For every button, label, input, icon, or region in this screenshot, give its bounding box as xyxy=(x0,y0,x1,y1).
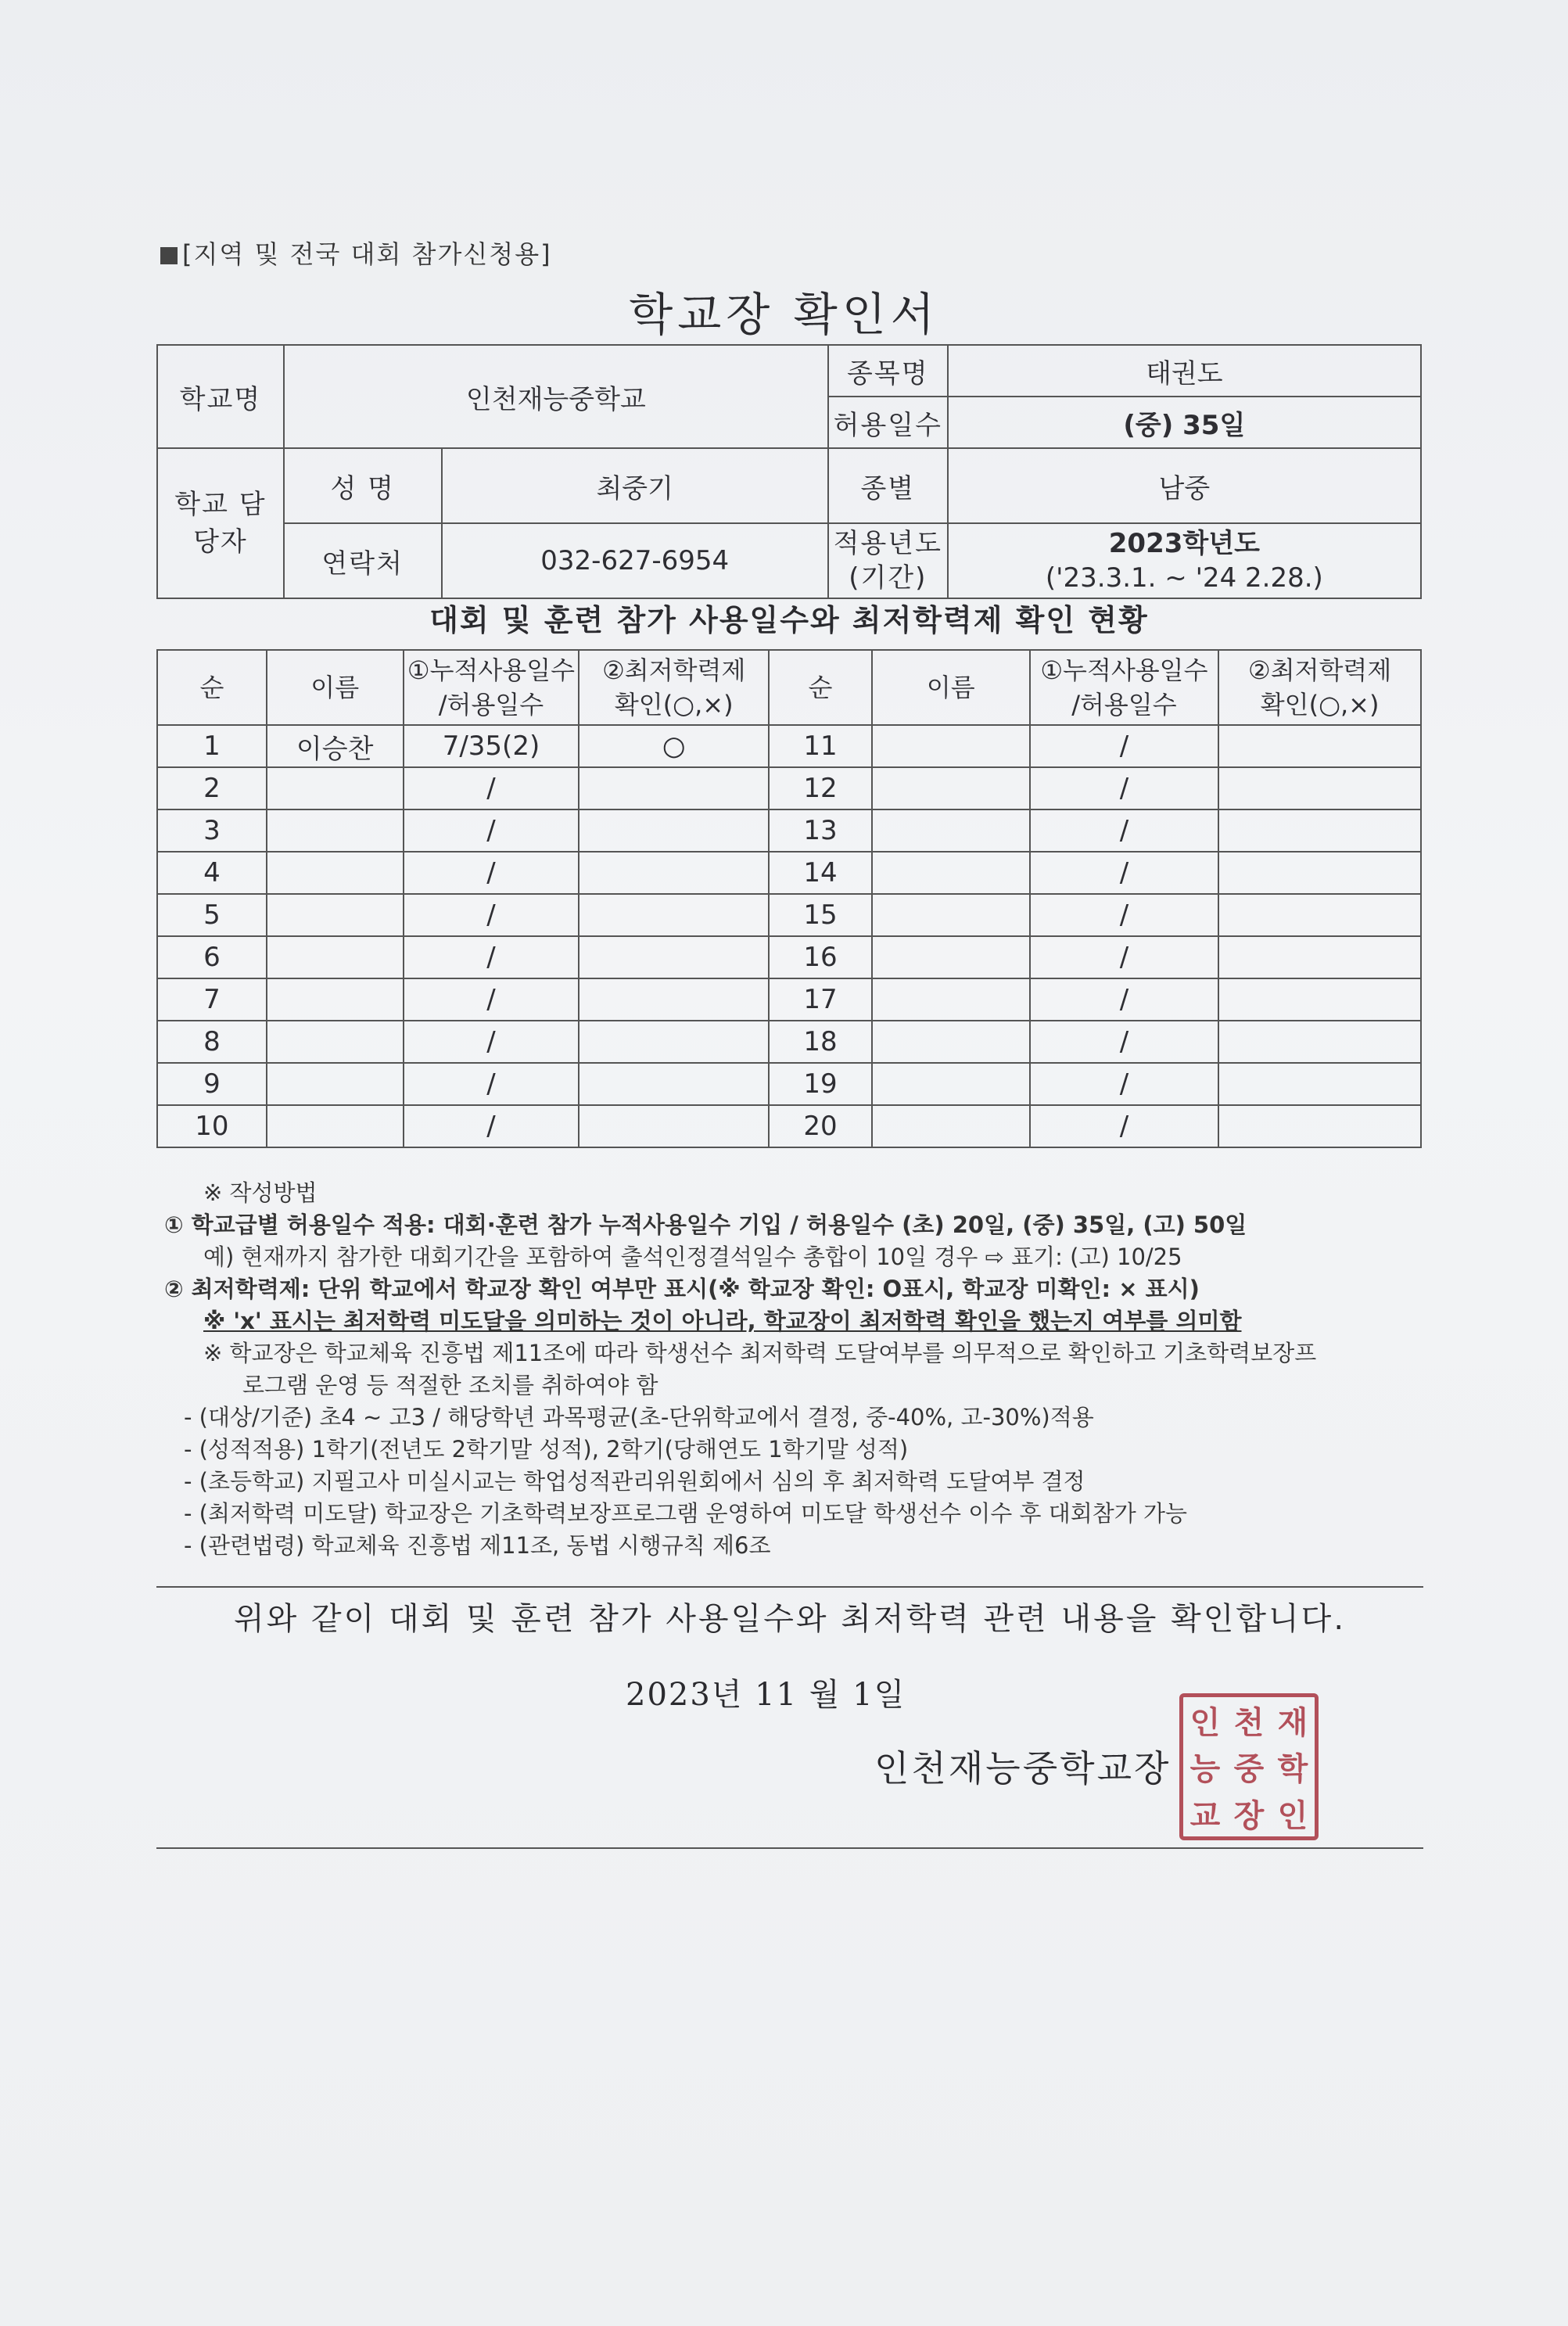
detail-3: - (초등학교) 지필고사 미실시교는 학업성적관리위원회에서 심의 후 최저학력 도달여부 결정 xyxy=(184,1468,1085,1495)
header-no-right: 순 xyxy=(769,650,872,725)
allowed-days-label: 허용일수 xyxy=(828,397,948,448)
divider-top xyxy=(156,1586,1423,1588)
note-2-b-line2: 로그램 운영 등 적절한 조치를 취하여야 함 xyxy=(242,1372,658,1398)
header-name-left: 이름 xyxy=(267,650,404,725)
table-row: 7 / 17 / xyxy=(157,978,1421,1021)
form-type-tag: [지역 및 전국 대회 참가신청용] xyxy=(160,235,552,271)
table-header-row xyxy=(157,650,1421,725)
manager-name-value: 최중기 xyxy=(442,448,828,523)
note-1-example: 예) 현재까지 참가한 대회기간을 포함하여 출석인정결석일수 총합이 10일 경우 ⇨ 표기: (고) 10/25 xyxy=(203,1244,1182,1270)
notes-heading: ※ 작성방법 xyxy=(203,1179,318,1206)
table-row: 5 / 15 / xyxy=(157,894,1421,936)
year-label-line1: 적용년도 xyxy=(833,528,942,559)
detail-1: - (대상/기준) 초4 ~ 고3 / 해당학년 과목평균(초-단위학교에서 결정, 중-40%, 고-30%)적용 xyxy=(184,1404,1094,1430)
divider-bottom xyxy=(156,1847,1423,1849)
table-row: 1 이승찬 7/35(2) ○ 11 / xyxy=(157,725,1421,767)
participation-table xyxy=(156,649,1422,1148)
header-days-right: ①누적사용일수 /허용일수 xyxy=(1030,650,1219,725)
seal-characters: 인 천 재 능 중 학 교 장 인 xyxy=(1189,1704,1308,1834)
section-title: 대회 및 훈련 참가 사용일수와 최저학력제 확인 현황 xyxy=(429,603,1149,637)
detail-5: - (관련법령) 학교체육 진흥법 제11조, 동법 시행규칙 제6조 xyxy=(184,1532,771,1559)
confirmation-statement: 위와 같이 대회 및 훈련 참가 사용일수와 최저학력 관련 내용을 확인합니다. xyxy=(233,1601,1347,1637)
school-name-value: 인천재능중학교 xyxy=(284,345,828,448)
table-row: 10 / 20 / xyxy=(157,1105,1421,1147)
note-1: ① 학교급별 허용일수 적용: 대회·훈련 참가 누적사용일수 기입 / 허용일수 (초) 20일, (중) 35일, (고) 50일 xyxy=(164,1211,1247,1238)
school-name-label: 학교명 xyxy=(157,345,284,448)
square-bullet-icon xyxy=(160,247,178,264)
school-year-value: 2023학년도 xyxy=(1108,528,1260,559)
official-seal-stamp xyxy=(1179,1693,1319,1840)
detail-2: - (성적적용) 1학기(전년도 2학기말 성적), 2학기(당해연도 1학기말 성적) xyxy=(184,1436,909,1463)
allowed-days-value: (중) 35일 xyxy=(948,397,1421,448)
table-row: 8 / 18 / xyxy=(157,1021,1421,1063)
year-label-line2: (기간) xyxy=(849,562,928,594)
detail-4: - (최저학력 미도달) 학교장은 기초학력보장프로그램 운영하여 미도달 학생선수 이수 후 대회참가 가능 xyxy=(184,1500,1188,1527)
issue-date: 2023년 11 월 1일 xyxy=(626,1677,906,1713)
contact-value: 032-627-6954 xyxy=(442,523,828,598)
table-row: 9 / 19 / xyxy=(157,1063,1421,1105)
category-value: 남중 xyxy=(948,448,1421,523)
table-row: 2 / 12 / xyxy=(157,767,1421,809)
manager-label: 학교 담당자 xyxy=(157,448,284,598)
year-value xyxy=(948,523,1421,598)
contact-label: 연락처 xyxy=(284,523,442,598)
table-row: 6 / 16 / xyxy=(157,936,1421,978)
note-2-a: ※ 'x' 표시는 최저학력 미도달을 의미하는 것이 아니라, 학교장이 최저학력 확인을 했는지 여부를 의미함 xyxy=(203,1308,1242,1334)
note-2: ② 최저학력제: 단위 학교에서 학교장 확인 여부만 표시(※ 학교장 확인: O표시, 학교장 미확인: × 표시) xyxy=(164,1276,1200,1302)
header-days-left: ①누적사용일수 /허용일수 xyxy=(404,650,579,725)
event-value: 태권도 xyxy=(948,345,1421,397)
document-title: 학교장 확인서 xyxy=(629,288,939,341)
header-name-right: 이름 xyxy=(872,650,1030,725)
table-row: 4 / 14 / xyxy=(157,852,1421,894)
header-no-left: 순 xyxy=(157,650,267,725)
school-info-table xyxy=(156,344,1422,599)
manager-name-label: 성 명 xyxy=(284,448,442,523)
header-check-right: ②최저학력제 확인(○,×) xyxy=(1218,650,1421,725)
instructions-block xyxy=(164,1177,1431,1562)
table-row: 3 / 13 / xyxy=(157,809,1421,852)
note-2-b-line1: ※ 학교장은 학교체육 진흥법 제11조에 따라 학생선수 최저학력 도달여부를 의무적으로 확인하고 기초학력보장프 xyxy=(203,1340,1317,1366)
event-label: 종목명 xyxy=(828,345,948,397)
signer-name: 인천재능중학교장 xyxy=(874,1747,1172,1789)
category-label: 종별 xyxy=(828,448,948,523)
period-value: ('23.3.1. ~ '24 2.28.) xyxy=(1045,562,1323,594)
header-check-left: ②최저학력제 확인(○,×) xyxy=(579,650,769,725)
year-label xyxy=(828,523,948,598)
